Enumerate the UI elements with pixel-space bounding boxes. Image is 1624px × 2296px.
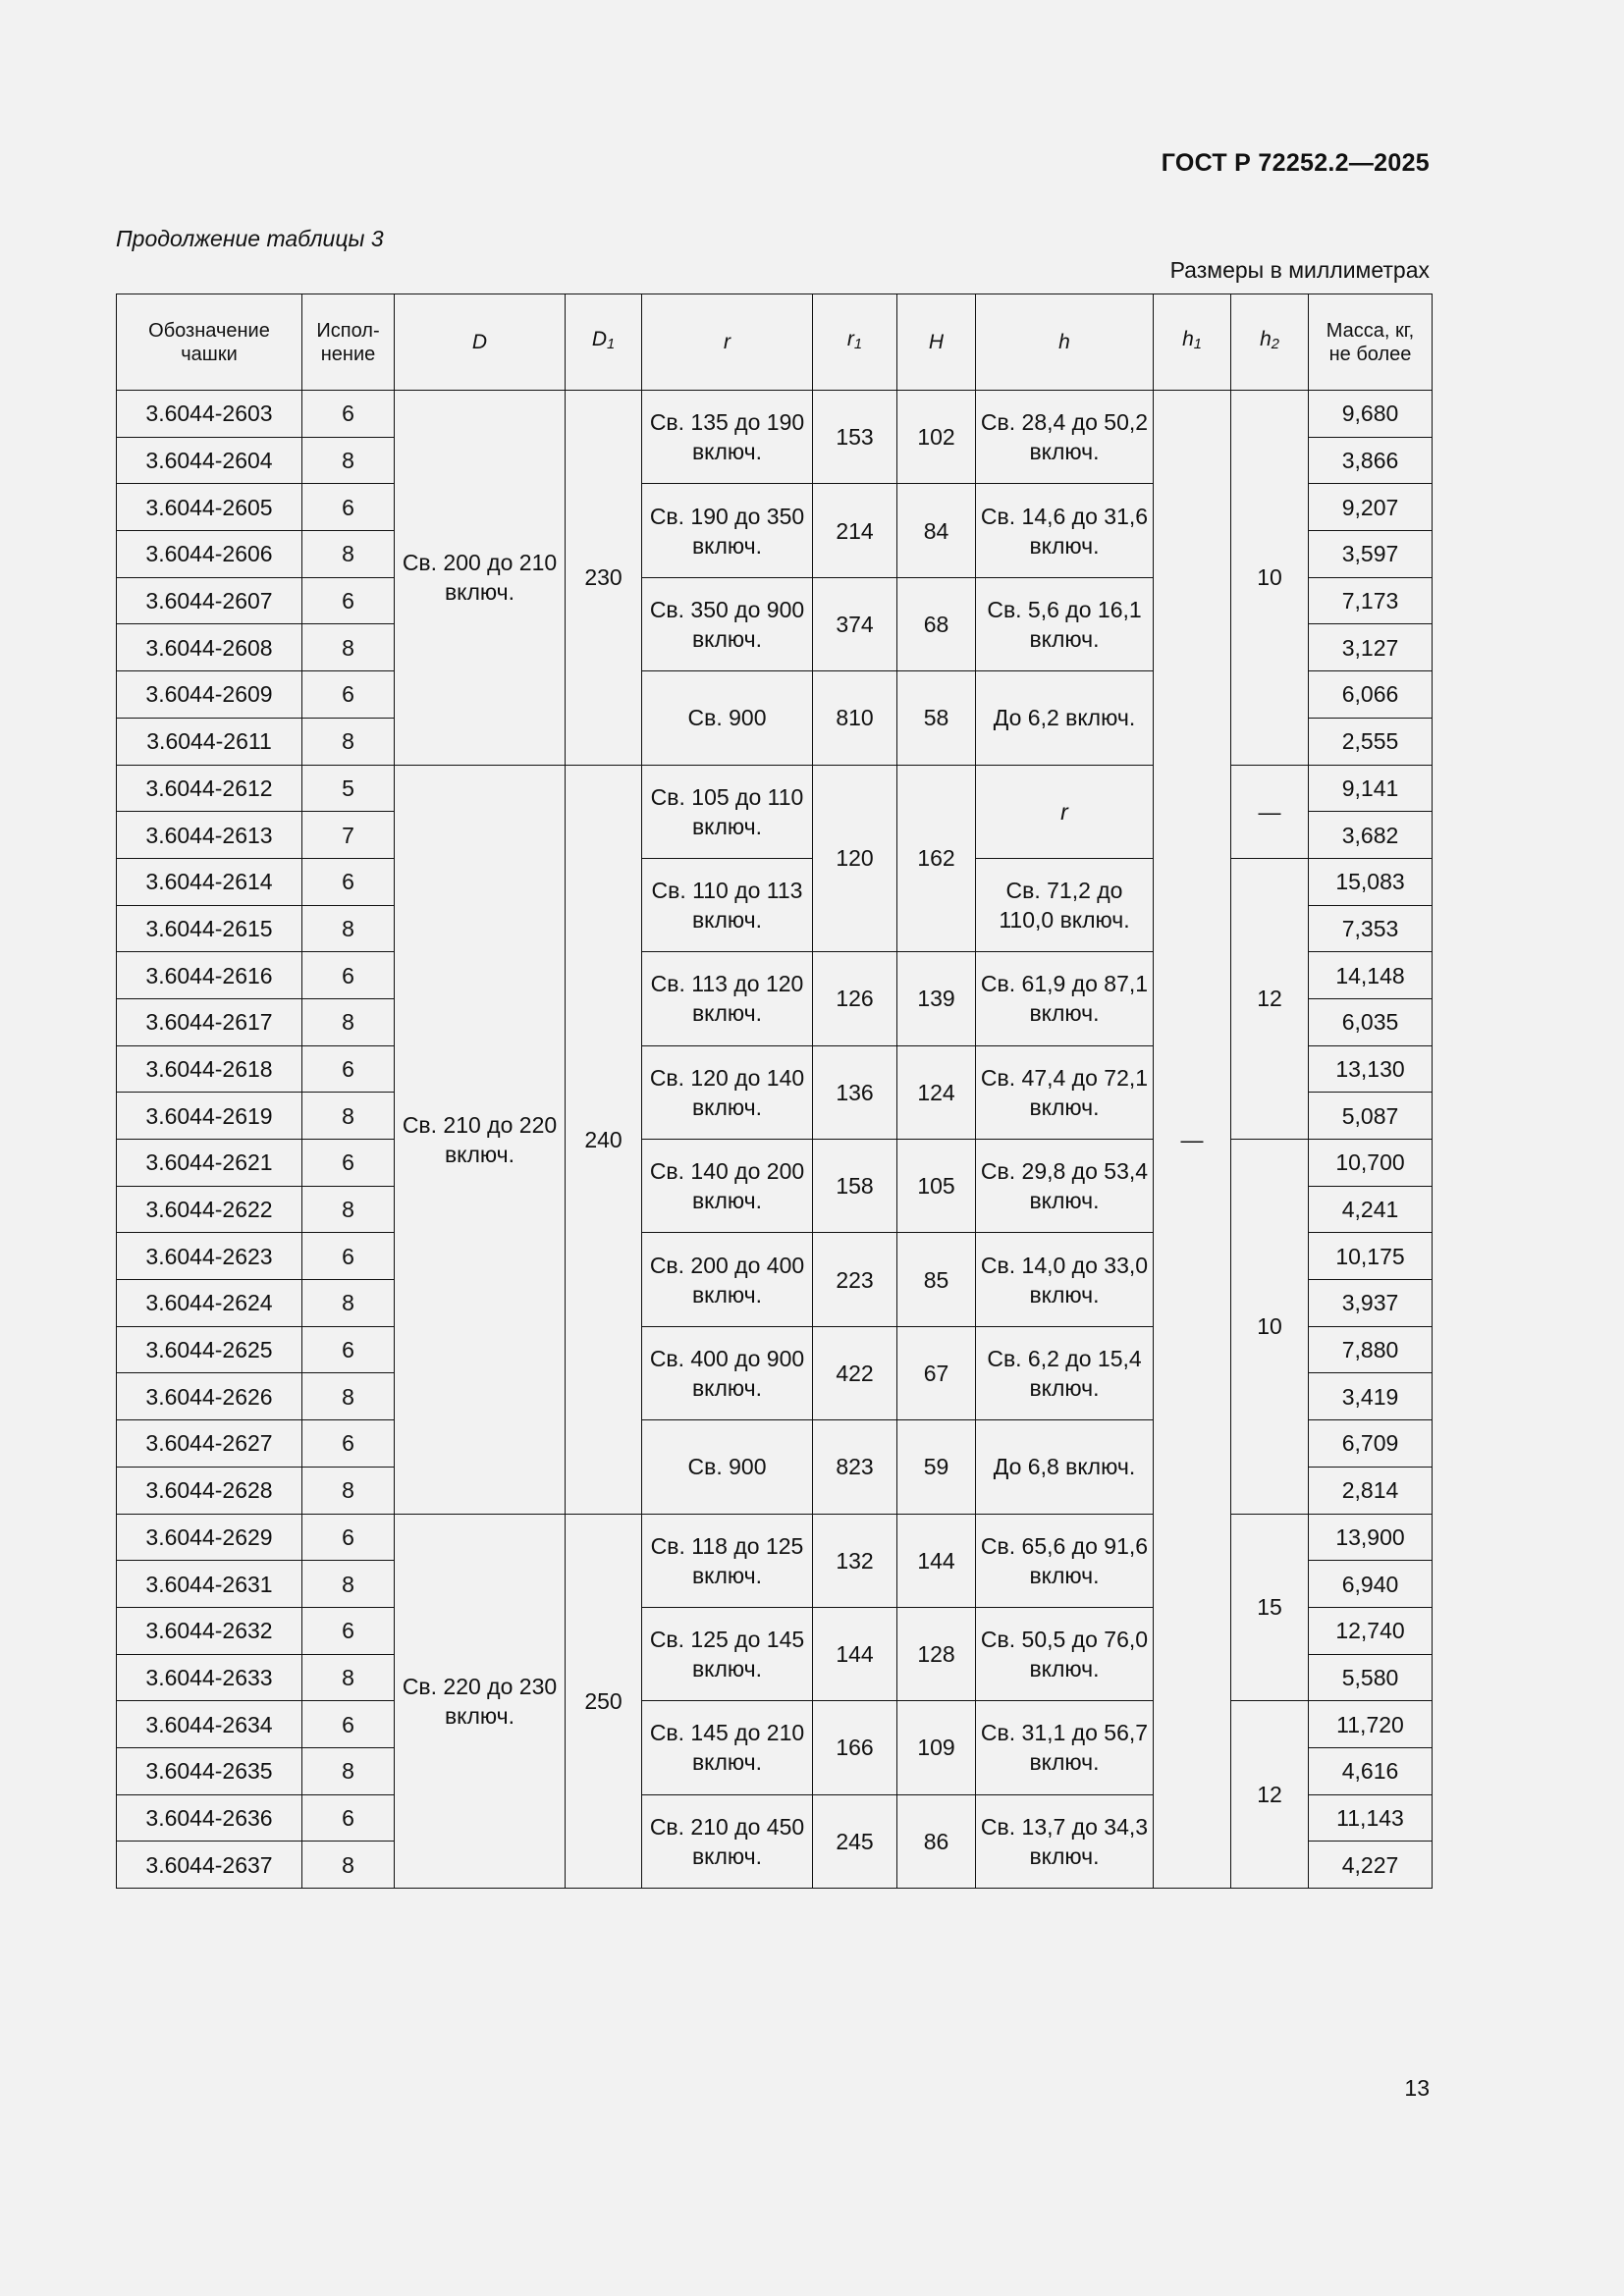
col-version: Испол-нение bbox=[302, 294, 395, 391]
table-continuation-caption: Продолжение таблицы 3 bbox=[116, 226, 384, 251]
cell-mass: 3,866 bbox=[1309, 437, 1433, 484]
cell-designation: 3.6044-2637 bbox=[117, 1842, 302, 1889]
cell-r: Св. 200 до 400 включ. bbox=[642, 1233, 813, 1326]
cell-H: 59 bbox=[897, 1420, 976, 1514]
cell-H: 105 bbox=[897, 1140, 976, 1233]
cell-designation: 3.6044-2606 bbox=[117, 531, 302, 578]
cell-mass: 7,173 bbox=[1309, 577, 1433, 624]
cell-designation: 3.6044-2603 bbox=[117, 391, 302, 438]
cell-r1: 120 bbox=[813, 765, 897, 952]
cell-mass: 10,175 bbox=[1309, 1233, 1433, 1280]
cell-version: 6 bbox=[302, 577, 395, 624]
cell-h: Св. 65,6 до 91,6 включ. bbox=[976, 1514, 1154, 1607]
cell-designation: 3.6044-2635 bbox=[117, 1747, 302, 1794]
cell-designation: 3.6044-2608 bbox=[117, 624, 302, 671]
cell-D: Св. 210 до 220 включ. bbox=[395, 765, 566, 1514]
cell-h: Св. 31,1 до 56,7 включ. bbox=[976, 1701, 1154, 1794]
cell-version: 6 bbox=[302, 391, 395, 438]
cell-r: Св. 135 до 190 включ. bbox=[642, 391, 813, 484]
cell-r1: 223 bbox=[813, 1233, 897, 1326]
cell-h: Св. 47,4 до 72,1 включ. bbox=[976, 1045, 1154, 1139]
cell-mass: 2,555 bbox=[1309, 718, 1433, 765]
cell-D: Св. 220 до 230 включ. bbox=[395, 1514, 566, 1889]
cell-mass: 6,066 bbox=[1309, 671, 1433, 719]
cell-mass: 11,720 bbox=[1309, 1701, 1433, 1748]
cell-h: До 6,2 включ. bbox=[976, 671, 1154, 765]
table-row bbox=[117, 1701, 1433, 1748]
cell-h: Св. 13,7 до 34,3 включ. bbox=[976, 1794, 1154, 1888]
cell-version: 6 bbox=[302, 1514, 395, 1561]
cell-version: 8 bbox=[302, 531, 395, 578]
cell-h: Св. 14,6 до 31,6 включ. bbox=[976, 484, 1154, 577]
cell-version: 6 bbox=[302, 952, 395, 999]
cell-D: Св. 200 до 210 включ. bbox=[395, 391, 566, 766]
cell-mass: 4,241 bbox=[1309, 1186, 1433, 1233]
cell-h: Св. 6,2 до 15,4 включ. bbox=[976, 1326, 1154, 1419]
cell-version: 8 bbox=[302, 998, 395, 1045]
cell-mass: 4,616 bbox=[1309, 1747, 1433, 1794]
cell-version: 8 bbox=[302, 905, 395, 952]
cell-designation: 3.6044-2636 bbox=[117, 1794, 302, 1842]
cell-mass: 5,087 bbox=[1309, 1093, 1433, 1140]
cell-mass: 6,940 bbox=[1309, 1561, 1433, 1608]
cell-designation: 3.6044-2621 bbox=[117, 1140, 302, 1187]
cell-mass: 9,141 bbox=[1309, 765, 1433, 812]
cell-designation: 3.6044-2624 bbox=[117, 1280, 302, 1327]
cell-mass: 3,597 bbox=[1309, 531, 1433, 578]
cell-r: Св. 400 до 900 включ. bbox=[642, 1326, 813, 1419]
cell-r: Св. 105 до 110 включ. bbox=[642, 765, 813, 858]
col-h1: $h_1$ bbox=[1154, 294, 1231, 391]
col-D: D bbox=[395, 294, 566, 391]
cell-version: 6 bbox=[302, 1794, 395, 1842]
cell-h1: — bbox=[1154, 391, 1231, 1889]
table-row bbox=[117, 1514, 1433, 1561]
cell-H: 124 bbox=[897, 1045, 976, 1139]
cell-h: Св. 5,6 до 16,1 включ. bbox=[976, 577, 1154, 670]
cell-version: 8 bbox=[302, 624, 395, 671]
cell-version: 8 bbox=[302, 1280, 395, 1327]
cell-version: 8 bbox=[302, 1561, 395, 1608]
cell-h2: 15 bbox=[1231, 1514, 1309, 1701]
cell-designation: 3.6044-2625 bbox=[117, 1326, 302, 1373]
cell-designation: 3.6044-2609 bbox=[117, 671, 302, 719]
cell-H: 58 bbox=[897, 671, 976, 765]
cell-mass: 3,682 bbox=[1309, 812, 1433, 859]
cell-H: 86 bbox=[897, 1794, 976, 1888]
cell-mass: 6,709 bbox=[1309, 1420, 1433, 1468]
cell-version: 8 bbox=[302, 437, 395, 484]
cell-version: 6 bbox=[302, 1326, 395, 1373]
cell-r: Св. 210 до 450 включ. bbox=[642, 1794, 813, 1888]
cell-version: 6 bbox=[302, 1140, 395, 1187]
cell-mass: 2,814 bbox=[1309, 1467, 1433, 1514]
cell-h: Св. 61,9 до 87,1 включ. bbox=[976, 952, 1154, 1045]
col-designation: Обозначение чашки bbox=[117, 294, 302, 391]
cell-h2: 12 bbox=[1231, 1701, 1309, 1889]
cell-version: 6 bbox=[302, 1701, 395, 1748]
cell-mass: 3,127 bbox=[1309, 624, 1433, 671]
cell-h: Св. 50,5 до 76,0 включ. bbox=[976, 1607, 1154, 1700]
cell-r: Св. 145 до 210 включ. bbox=[642, 1701, 813, 1794]
cell-r1: 132 bbox=[813, 1514, 897, 1607]
cell-r1: 166 bbox=[813, 1701, 897, 1794]
cell-designation: 3.6044-2605 bbox=[117, 484, 302, 531]
cell-mass: 13,900 bbox=[1309, 1514, 1433, 1561]
cell-r1: 136 bbox=[813, 1045, 897, 1139]
cell-r: Св. 900 bbox=[642, 671, 813, 765]
cell-mass: 11,143 bbox=[1309, 1794, 1433, 1842]
cell-designation: 3.6044-2623 bbox=[117, 1233, 302, 1280]
cell-r: Св. 900 bbox=[642, 1420, 813, 1514]
table-row bbox=[117, 765, 1433, 812]
cell-h2: 12 bbox=[1231, 858, 1309, 1139]
table-row bbox=[117, 391, 1433, 438]
cell-h2: 10 bbox=[1231, 391, 1309, 766]
cell-r1: 374 bbox=[813, 577, 897, 670]
cell-r: Св. 110 до 113 включ. bbox=[642, 858, 813, 951]
dimensions-table bbox=[116, 294, 1433, 1889]
cell-version: 8 bbox=[302, 718, 395, 765]
cell-h: Св. 28,4 до 50,2 включ. bbox=[976, 391, 1154, 484]
cell-version: 8 bbox=[302, 1373, 395, 1420]
cell-h: Св. 71,2 до 110,0 включ. bbox=[976, 858, 1154, 951]
cell-designation: 3.6044-2634 bbox=[117, 1701, 302, 1748]
cell-version: 5 bbox=[302, 765, 395, 812]
cell-H: 144 bbox=[897, 1514, 976, 1607]
cell-r: Св. 125 до 145 включ. bbox=[642, 1607, 813, 1700]
cell-version: 8 bbox=[302, 1467, 395, 1514]
cell-designation: 3.6044-2619 bbox=[117, 1093, 302, 1140]
cell-H: 67 bbox=[897, 1326, 976, 1419]
cell-designation: 3.6044-2622 bbox=[117, 1186, 302, 1233]
col-h2: $h_2$ bbox=[1231, 294, 1309, 391]
col-h: h bbox=[976, 294, 1154, 391]
cell-designation: 3.6044-2627 bbox=[117, 1420, 302, 1468]
cell-version: 6 bbox=[302, 1045, 395, 1093]
cell-mass: 7,353 bbox=[1309, 905, 1433, 952]
cell-version: 6 bbox=[302, 1607, 395, 1654]
cell-version: 6 bbox=[302, 671, 395, 719]
cell-r: Св. 350 до 900 включ. bbox=[642, 577, 813, 670]
cell-r: Св. 118 до 125 включ. bbox=[642, 1514, 813, 1607]
cell-h: Св. 29,8 до 53,4 включ. bbox=[976, 1140, 1154, 1233]
cell-designation: 3.6044-2615 bbox=[117, 905, 302, 952]
cell-D1: 240 bbox=[566, 765, 642, 1514]
cell-h: Св. 14,0 до 33,0 включ. bbox=[976, 1233, 1154, 1326]
cell-r1: 153 bbox=[813, 391, 897, 484]
cell-version: 8 bbox=[302, 1654, 395, 1701]
cell-r1: 823 bbox=[813, 1420, 897, 1514]
cell-version: 6 bbox=[302, 1233, 395, 1280]
col-H: H bbox=[897, 294, 976, 391]
cell-H: 84 bbox=[897, 484, 976, 577]
cell-mass: 13,130 bbox=[1309, 1045, 1433, 1093]
cell-designation: 3.6044-2629 bbox=[117, 1514, 302, 1561]
table-header-row bbox=[117, 294, 1433, 391]
cell-designation: 3.6044-2631 bbox=[117, 1561, 302, 1608]
cell-D1: 250 bbox=[566, 1514, 642, 1889]
cell-r1: 245 bbox=[813, 1794, 897, 1888]
cell-H: 68 bbox=[897, 577, 976, 670]
page-number: 13 bbox=[1404, 2075, 1430, 2101]
col-r1: $r_1$ bbox=[813, 294, 897, 391]
cell-designation: 3.6044-2626 bbox=[117, 1373, 302, 1420]
cell-h2: 10 bbox=[1231, 1140, 1309, 1515]
cell-designation: 3.6044-2632 bbox=[117, 1607, 302, 1654]
cell-mass: 15,083 bbox=[1309, 858, 1433, 905]
cell-r1: 810 bbox=[813, 671, 897, 765]
cell-designation: 3.6044-2616 bbox=[117, 952, 302, 999]
cell-r1: 158 bbox=[813, 1140, 897, 1233]
cell-h: r bbox=[976, 765, 1154, 858]
cell-designation: 3.6044-2628 bbox=[117, 1467, 302, 1514]
cell-mass: 12,740 bbox=[1309, 1607, 1433, 1654]
cell-r: Св. 113 до 120 включ. bbox=[642, 952, 813, 1045]
cell-mass: 7,880 bbox=[1309, 1326, 1433, 1373]
cell-H: 128 bbox=[897, 1607, 976, 1700]
cell-D1: 230 bbox=[566, 391, 642, 766]
cell-h2: — bbox=[1231, 765, 1309, 858]
table-row bbox=[117, 858, 1433, 905]
col-D1: $D_1$ bbox=[566, 294, 642, 391]
cell-designation: 3.6044-2607 bbox=[117, 577, 302, 624]
units-note: Размеры в миллиметрах bbox=[1169, 257, 1430, 283]
cell-mass: 10,700 bbox=[1309, 1140, 1433, 1187]
cell-h: До 6,8 включ. bbox=[976, 1420, 1154, 1514]
cell-designation: 3.6044-2613 bbox=[117, 812, 302, 859]
cell-mass: 9,680 bbox=[1309, 391, 1433, 438]
cell-r1: 126 bbox=[813, 952, 897, 1045]
col-mass: Масса, кг, не более bbox=[1309, 294, 1433, 391]
cell-version: 8 bbox=[302, 1093, 395, 1140]
cell-version: 6 bbox=[302, 858, 395, 905]
cell-mass: 14,148 bbox=[1309, 952, 1433, 999]
col-r: r bbox=[642, 294, 813, 391]
cell-version: 8 bbox=[302, 1186, 395, 1233]
doc-code: ГОСТ Р 72252.2—2025 bbox=[1161, 149, 1430, 177]
cell-designation: 3.6044-2614 bbox=[117, 858, 302, 905]
cell-r1: 422 bbox=[813, 1326, 897, 1419]
cell-r: Св. 120 до 140 включ. bbox=[642, 1045, 813, 1139]
cell-r: Св. 190 до 350 включ. bbox=[642, 484, 813, 577]
cell-mass: 9,207 bbox=[1309, 484, 1433, 531]
cell-designation: 3.6044-2618 bbox=[117, 1045, 302, 1093]
cell-mass: 6,035 bbox=[1309, 998, 1433, 1045]
cell-version: 8 bbox=[302, 1747, 395, 1794]
cell-mass: 3,937 bbox=[1309, 1280, 1433, 1327]
cell-H: 162 bbox=[897, 765, 976, 952]
cell-H: 85 bbox=[897, 1233, 976, 1326]
cell-H: 102 bbox=[897, 391, 976, 484]
cell-r1: 144 bbox=[813, 1607, 897, 1700]
cell-designation: 3.6044-2633 bbox=[117, 1654, 302, 1701]
cell-designation: 3.6044-2604 bbox=[117, 437, 302, 484]
cell-designation: 3.6044-2611 bbox=[117, 718, 302, 765]
cell-version: 7 bbox=[302, 812, 395, 859]
cell-version: 6 bbox=[302, 484, 395, 531]
table-row bbox=[117, 1140, 1433, 1187]
cell-H: 109 bbox=[897, 1701, 976, 1794]
cell-mass: 3,419 bbox=[1309, 1373, 1433, 1420]
cell-version: 6 bbox=[302, 1420, 395, 1468]
cell-r: Св. 140 до 200 включ. bbox=[642, 1140, 813, 1233]
cell-mass: 4,227 bbox=[1309, 1842, 1433, 1889]
cell-r1: 214 bbox=[813, 484, 897, 577]
cell-mass: 5,580 bbox=[1309, 1654, 1433, 1701]
cell-H: 139 bbox=[897, 952, 976, 1045]
cell-designation: 3.6044-2612 bbox=[117, 765, 302, 812]
cell-version: 8 bbox=[302, 1842, 395, 1889]
cell-designation: 3.6044-2617 bbox=[117, 998, 302, 1045]
